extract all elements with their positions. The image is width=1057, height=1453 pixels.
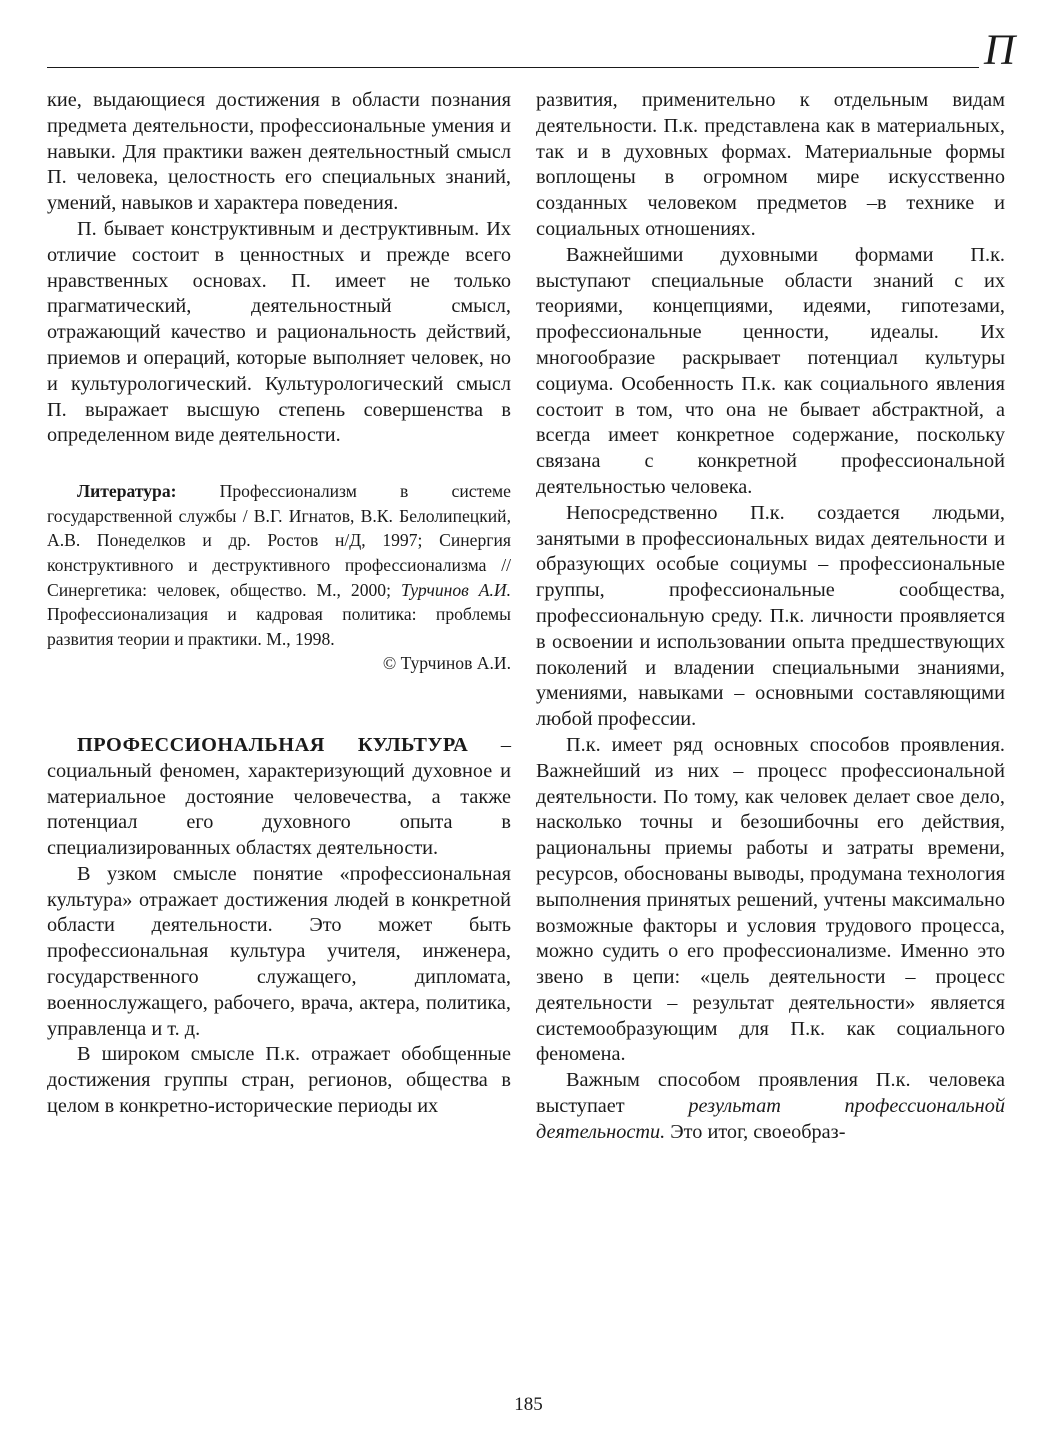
paragraph: П. бывает конструктивным и деструктивным. Их отличие состоит в ценностных и прежде всего нравственных основах. П. имеет не только прагматический, деятельностный смысл, отражающий качество и рациональность действий, приемов и операций, которые выполняет человек, но и культурологический. Культурологический смысл П. выражает высшую степень совершенства в определенном виде деятельности.	[47, 217, 511, 447]
literature-text: Профессионализация и кадровая политика: проблемы развития теории и практики. М., 1998.	[47, 604, 511, 649]
entry-heading	[47, 733, 511, 862]
section-letter: П	[984, 27, 1016, 74]
paragraph: Непосредственно П.к. создается людьми, занятыми в профессиональных видах деятельности и образующих особые социумы – профессиональные группы, профессиональные сообщества, профессиональную среду. П.к. личности проявляется в освоении и использовании опыта предшествующих поколений и владении специальными знаниями, умениями, навыками – основными составляющими любой профессии.	[536, 501, 1005, 731]
paragraph	[536, 1068, 1005, 1145]
literature-author: Турчинов А.И.	[400, 579, 511, 600]
copyright: © Турчинов А.И.	[382, 653, 511, 674]
header-rule	[47, 67, 979, 68]
entry-term: ПРОФЕССИОНАЛЬНАЯ КУЛЬТУРА	[77, 733, 469, 756]
paragraph: Важнейшими духовными формами П.к. выступают специальные области знаний с их теориями, концепциями, идеями, гипотезами, профессиональные ценности, идеалы. Их многообразие раскрывает потенциал культуры социума. Особенность П.к. как социального явления состоит в том, что она не бывает абстрактной, а всегда имеет конкретное содержание, поскольку связана с конкретной профессиональной деятельностью человека.	[536, 243, 1005, 498]
right-column	[536, 88, 1005, 1146]
literature-block	[47, 479, 511, 651]
paragraph: П.к. имеет ряд основных способов проявления. Важнейший из них – процесс профессиональной деятельности. По тому, как человек делает свое дело, насколько точны и безошибочны его действия, рациональны приемы работы и затраты времени, ресурсов, обоснованы выводы, продумана технология выполнения принятых решений, учтены максимально возможные факторы и условия трудового процесса, можно судить о его профессионализме. Именно это звено в цепи: «цель деятельности – процесс деятельности – результат деятельности» является системообразующим для П.к. как социального феномена.	[536, 733, 1005, 1066]
emphasis: результат профессиональной деятельности.	[536, 1095, 1006, 1143]
literature-label: Литература:	[77, 481, 177, 502]
paragraph: В широком смысле П.к. отражает обобщенные достижения группы стран, регионов, общества в целом в конкретно-исторические периоды их	[47, 1043, 511, 1118]
page-number: 185	[514, 1394, 543, 1415]
paragraph-text: Важным способом проявления П.к. человека выступает	[536, 1069, 1005, 1118]
paragraph-text: Это итог, своеобраз-	[665, 1120, 846, 1143]
paragraph: развития, применительно к отдельным видам деятельности. П.к. представлена как в материальных, так и в духовных формах. Материальные формы воплощены в огромном мире искусственно созданных человеком предметов –в технике и социальных отношениях.	[536, 89, 1005, 240]
left-column	[47, 88, 511, 1120]
literature-text: Профессионализм в системе государственной службы / В.Г. Игнатов, В.К. Белолипецкий, А.В. Понеделков и др. Ростов н/Д, 1997; Синергия конструктивного и деструктивного профессионализма // Синергетика: человек, общество. М., 2000;	[47, 481, 511, 600]
paragraph: кие, выдающиеся достижения в области познания предмета деятельности, профессиональные умения и навыки. Для практики важен деятельностный смысл П. человека, целостность его специальных знаний, умений, навыков и характера поведения.	[47, 89, 511, 215]
paragraph: В узком смысле понятие «профессиональная культура» отражает достижения людей в конкретной области деятельности. Это может быть профессиональная культура учителя, инженера, государственного служащего, дипломата, военнослужащего, рабочего, врача, актера, политика, управленца и т. д.	[47, 862, 511, 1040]
entry-definition: – социальный феномен, характеризующий духовное и материальное достояние человечества, а также потенциал его духовного опыта в специализированных областях деятельности.	[47, 733, 511, 860]
